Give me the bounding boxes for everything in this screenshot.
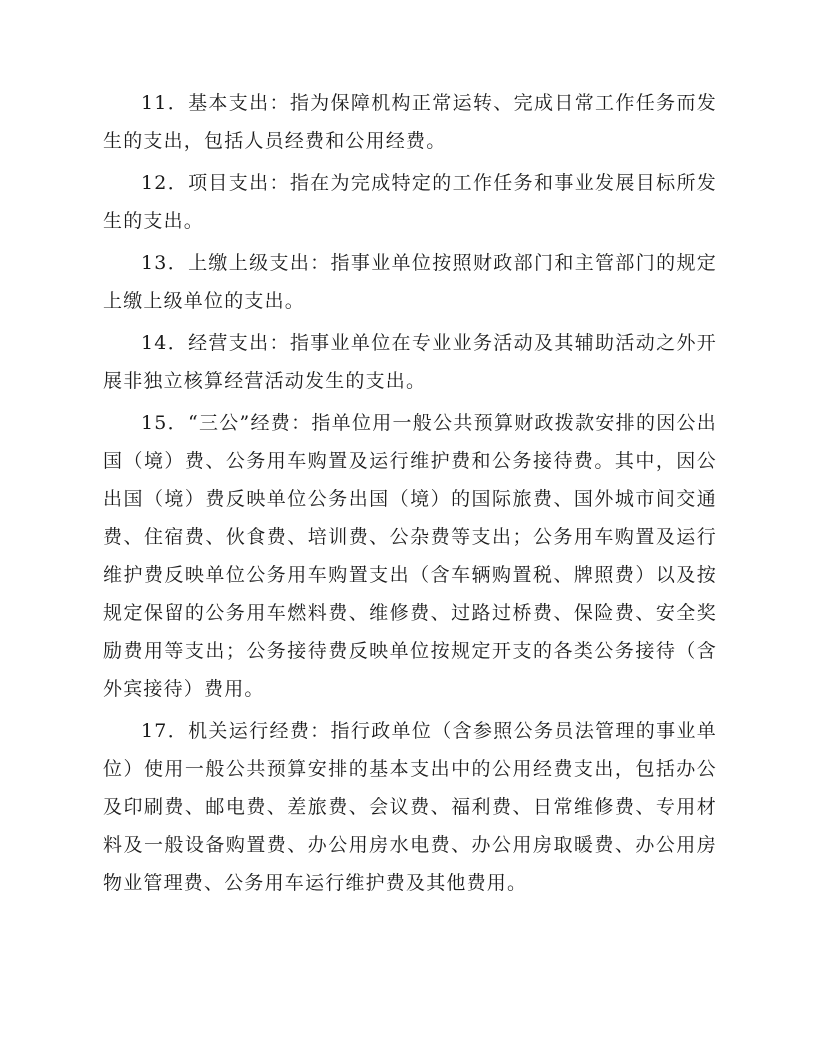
paragraph-12-project-expenditure: 12．项目支出：指在为完成特定的工作任务和事业发展目标所发生的支出。: [103, 172, 717, 232]
paragraph-11-basic-expenditure: 11．基本支出：指为保障机构正常运转、完成日常工作任务而发生的支出，包括人员经费和公用经费。: [103, 92, 717, 152]
paragraph-17-agency-operating-expenses: 17．机关运行经费：指行政单位（含参照公务员法管理的事业单位）使用一般公共预算安排的基本支出中的公用经费支出，包括办公及印刷费、邮电费、差旅费、会议费、福利费、日常维修费、专用材料及一般设备购置费、办公用房水电费、办公用房取暖费、办公用房物业管理费、公务用车运行维护费及其他费用。: [103, 720, 717, 894]
paragraph-13-remittance-expenditure: 13．上缴上级支出：指事业单位按照财政部门和主管部门的规定上缴上级单位的支出。: [103, 252, 717, 312]
paragraph-14-operating-expenditure: 14．经营支出：指事业单位在专业业务活动及其辅助活动之外开展非独立核算经营活动发生的支出。: [103, 332, 717, 392]
paragraph-15-three-public-expenses: 15．“三公”经费：指单位用一般公共预算财政拨款安排的因公出国（境）费、公务用车购置及运行维护费和公务接待费。其中，因公出国（境）费反映单位公务出国（境）的国际旅费、国外城市间交通费、住宿费、伙食费、培训费、公杂费等支出；公务用车购置及运行维护费反映单位公务用车购置支出（含车辆购置税、牌照费）以及按规定保留的公务用车燃料费、维修费、过路过桥费、保险费、安全奖励费用等支出；公务接待费反映单位按规定开支的各类公务接待（含外宾接待）费用。: [103, 412, 717, 700]
document-body: [103, 84, 717, 906]
